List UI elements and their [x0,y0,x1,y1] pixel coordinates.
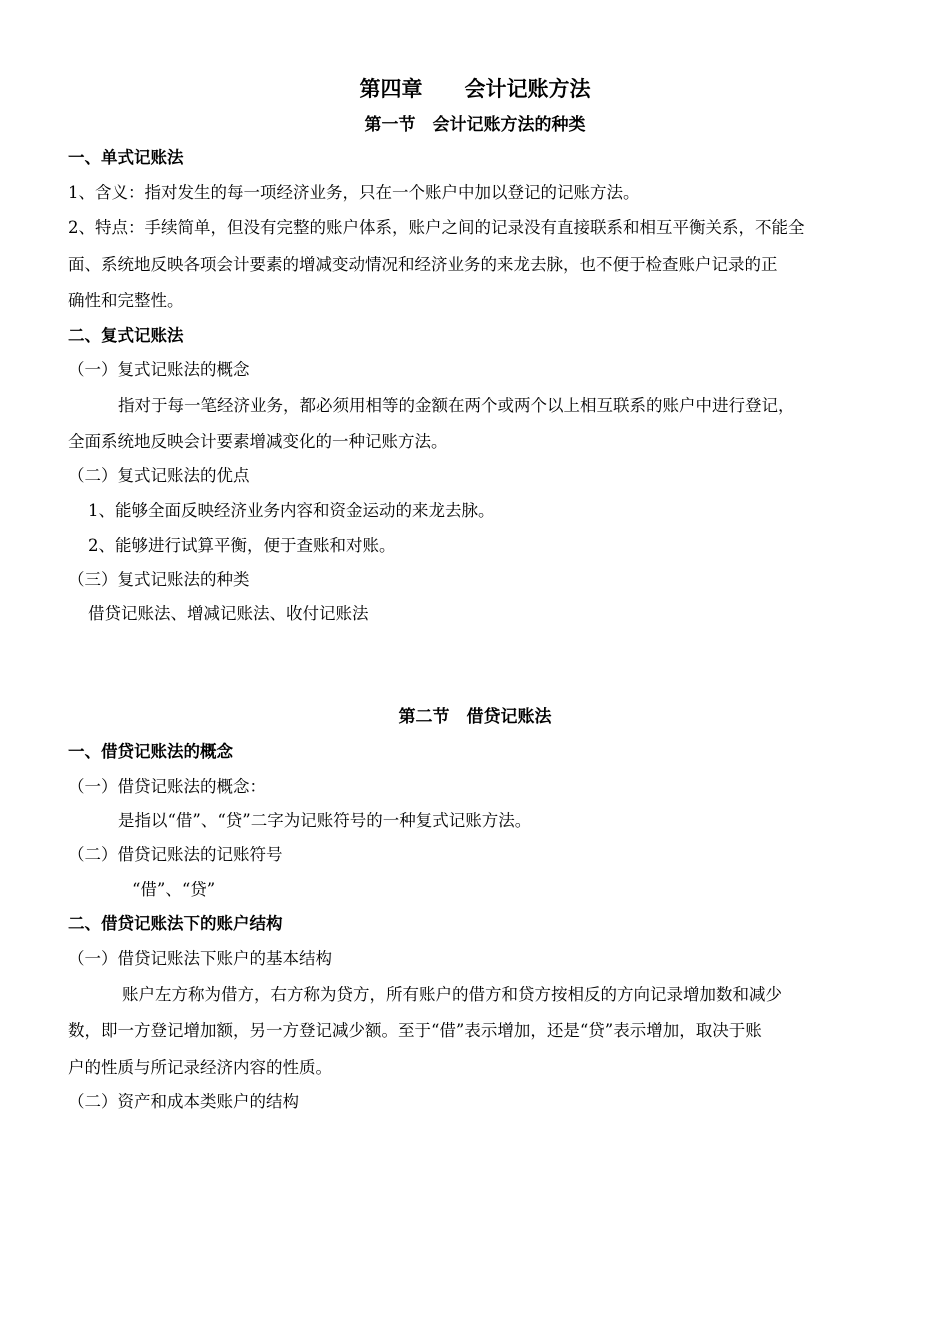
heading-double-entry: 二、复式记账法 [68,326,184,345]
heading-single-entry: 一、单式记账法 [68,148,184,167]
chapter-title: 第四章 会计记账方法 [359,77,591,101]
subheading-advantages: （二）复式记账法的优点 [68,466,250,485]
paragraph-concept-line-2: 全面系统地反映会计要素增减变化的一种记账方法。 [68,432,448,451]
paragraph-features-line-3: 确性和完整性。 [68,291,184,310]
paragraph-structure-line-3: 户的性质与所记录经济内容的性质。 [68,1058,332,1077]
paragraph-debit-credit-definition: 是指以“借”、“贷”二字为记账符号的一种复式记账方法。 [118,811,532,830]
paragraph-symbols: “借”、“贷” [132,880,216,899]
paragraph-types: 借贷记账法、增减记账法、收付记账法 [88,604,369,623]
paragraph-structure-line-2: 数，即一方登记增加额，另一方登记减少额。至于“借”表示增加，还是“贷”表示增加，取决于账 [68,1021,762,1040]
subheading-types: （三）复式记账法的种类 [68,570,250,589]
heading-debit-credit-concept: 一、借贷记账法的概念 [68,742,233,761]
subheading-debit-credit-concept: （一）借贷记账法的概念： [68,777,266,796]
paragraph-definition: 1、含义：指对发生的每一项经济业务，只在一个账户中加以登记的记账方法。 [68,183,640,202]
subheading-symbols: （二）借贷记账法的记账符号 [68,845,283,864]
subheading-basic-structure: （一）借贷记账法下账户的基本结构 [68,949,332,968]
paragraph-concept-line-1: 指对于每一笔经济业务，都必须用相等的金额在两个或两个以上相互联系的账户中进行登记， [118,396,795,415]
subheading-asset-cost-accounts: （二）资产和成本类账户的结构 [68,1092,299,1111]
heading-account-structure: 二、借贷记账法下的账户结构 [68,914,283,933]
paragraph-features-line-2: 面、系统地反映各项会计要素的增减变动情况和经济业务的来龙去脉，也不便于检查账户记录的正 [68,255,778,274]
list-item-advantage-1: 1、能够全面反映经济业务内容和资金运动的来龙去脉。 [88,501,495,520]
subheading-concept: （一）复式记账法的概念 [68,360,250,379]
section-1-title: 第一节 会计记账方法的种类 [364,115,586,135]
list-item-advantage-2: 2、能够进行试算平衡，便于查账和对账。 [88,536,396,555]
paragraph-structure-line-1: 账户左方称为借方，右方称为贷方，所有账户的借方和贷方按相反的方向记录增加数和减少 [122,985,782,1004]
paragraph-features-line-1: 2、特点：手续简单，但没有完整的账户体系，账户之间的记录没有直接联系和相互平衡关系，不能全 [68,218,805,237]
section-2-title: 第二节 借贷记账法 [398,707,552,727]
